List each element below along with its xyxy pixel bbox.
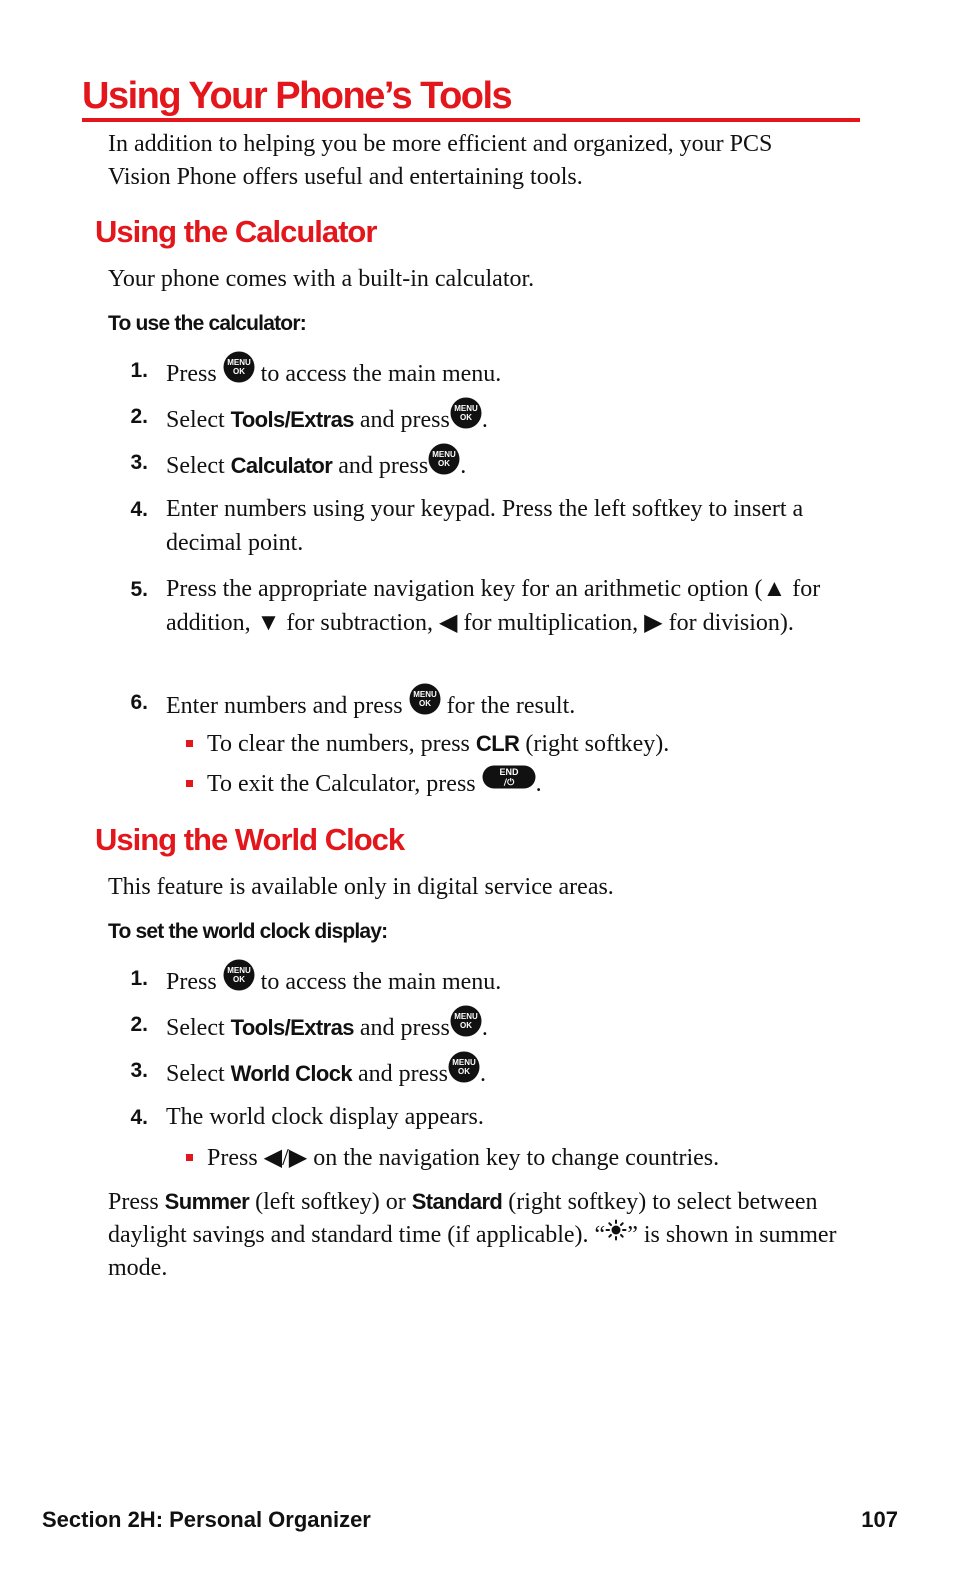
step-text-pre: Press: [166, 360, 217, 387]
step-text: [166, 1054, 836, 1097]
bullet-text-pre: To exit the Calculator, press: [207, 771, 476, 797]
svg-text:OK: OK: [418, 699, 431, 708]
step-text-pre: Select: [166, 1014, 225, 1041]
svg-text:OK: OK: [459, 413, 472, 422]
step-text: [166, 962, 836, 1005]
step-text-pre: Enter numbers and press: [166, 692, 403, 719]
menu-ok-key-icon: [450, 397, 482, 440]
step-text: The world clock display appears.: [166, 1104, 484, 1130]
world-clock-closing: [108, 1186, 838, 1285]
menu-keyword: Tools/Extras: [230, 406, 354, 432]
world-clock-bullet-countries: [186, 1142, 836, 1175]
menu-keyword: Tools/Extras: [230, 1014, 354, 1040]
calculator-intro: Your phone comes with a built-in calculator.: [108, 266, 535, 292]
svg-text:MENU: MENU: [432, 450, 456, 459]
step-text: [166, 686, 836, 729]
step-text-mid: and press: [357, 1060, 448, 1087]
step-text-mid: and press: [359, 1014, 450, 1041]
menu-keyword: Calculator: [230, 452, 333, 478]
world-clock-heading: Using the World Clock: [95, 822, 405, 857]
end-power-key-icon: [482, 765, 536, 799]
step-number: 5.: [130, 578, 148, 601]
svg-text:END: END: [499, 767, 519, 778]
step-text-post: .: [481, 1014, 488, 1041]
closing-text-pre: Press: [108, 1189, 159, 1215]
svg-text:OK: OK: [438, 459, 451, 468]
bullet-text-post: (right softkey).: [525, 731, 670, 757]
step-text-post: to access the main menu.: [260, 968, 502, 995]
step-number: 2.: [130, 1013, 148, 1036]
menu-keyword: World Clock: [230, 1060, 352, 1086]
page-number: 107: [861, 1507, 898, 1532]
step-number: 4.: [130, 498, 148, 521]
step-text-post: for the result.: [446, 692, 576, 719]
title-rule: [82, 118, 860, 122]
step-text: [166, 354, 836, 397]
menu-ok-key-icon: [223, 351, 255, 394]
step-number: 1.: [130, 359, 148, 382]
step-text-pre: Select: [166, 1060, 225, 1087]
calculator-heading: Using the Calculator: [95, 214, 377, 249]
step-text: [166, 446, 836, 489]
closing-text-mid: (right softkey) to select between daylight savings and standard time (if applicable). “: [108, 1189, 818, 1248]
softkey-keyword: Standard: [411, 1189, 503, 1214]
svg-text:MENU: MENU: [226, 358, 251, 367]
step-number: 6.: [130, 691, 148, 714]
svg-text:MENU: MENU: [454, 404, 478, 413]
step-text-post: .: [481, 406, 488, 433]
bullet-marker: [186, 1154, 193, 1161]
step-text: Press the appropriate navigation key for an arithmetic option (▲ for addition, ▼ for subtraction, ◀ for multiplication, ▶ for division).: [166, 576, 821, 636]
bullet-marker: [186, 740, 193, 747]
bullet-text-post: .: [535, 771, 542, 797]
step-text-post: to access the main menu.: [260, 360, 502, 387]
bullet-text-pre: To clear the numbers, press: [207, 731, 470, 757]
step-text-mid: and press: [338, 452, 429, 479]
svg-text:MENU: MENU: [226, 966, 251, 975]
menu-ok-key-icon: [450, 1005, 482, 1048]
page-title: Using Your Phone’s Tools: [82, 75, 512, 117]
svg-text:OK: OK: [232, 367, 245, 376]
menu-ok-key-icon: [223, 959, 255, 1002]
step-number: 3.: [130, 1059, 148, 1082]
step-text: [166, 1008, 836, 1051]
step-text-pre: Select: [166, 406, 225, 433]
closing-text-post: ” is shown in summer mode.: [108, 1221, 837, 1282]
step-text-pre: Select: [166, 452, 225, 479]
step-number: 4.: [130, 1106, 148, 1129]
menu-ok-key-icon: [409, 683, 441, 726]
svg-text:MENU: MENU: [454, 1012, 478, 1021]
closing-text-mid: (left softkey) or: [255, 1189, 406, 1215]
bullet-text: Press ◀/▶ on the navigation key to change countries.: [207, 1145, 720, 1171]
intro-paragraph: In addition to helping you be more efficient and organized, your PCS Vision Phone offers useful and entertaining tools.: [108, 131, 773, 190]
calculator-subheading: To use the calculator:: [108, 312, 306, 335]
calculator-bullet-exit: [186, 768, 836, 802]
svg-text:MENU: MENU: [452, 1058, 476, 1067]
svg-text:/⏻: /⏻: [503, 778, 514, 789]
calculator-bullet-clear: [186, 727, 836, 761]
bullet-marker: [186, 780, 193, 787]
footer-section: Section 2H: Personal Organizer: [42, 1507, 371, 1532]
menu-ok-key-icon: [448, 1051, 480, 1094]
step-text-post: .: [460, 452, 467, 479]
step-number: 2.: [130, 405, 148, 428]
svg-text:OK: OK: [457, 1067, 470, 1076]
step-text-mid: and press: [359, 406, 450, 433]
step-number: 1.: [130, 967, 148, 990]
softkey-keyword: CLR: [475, 731, 520, 756]
menu-ok-key-icon: [428, 443, 460, 486]
step-text: [166, 400, 836, 443]
step-text-pre: Press: [166, 968, 217, 995]
svg-text:OK: OK: [459, 1021, 472, 1030]
softkey-keyword: Summer: [164, 1189, 250, 1214]
step-number: 3.: [130, 451, 148, 474]
svg-text:OK: OK: [232, 975, 245, 984]
sun-icon: [605, 1218, 627, 1251]
svg-text:MENU: MENU: [412, 690, 437, 699]
world-clock-subheading: To set the world clock display:: [108, 920, 388, 943]
step-text: Enter numbers using your keypad. Press the left softkey to insert a decimal point.: [166, 496, 804, 556]
world-clock-intro: This feature is available only in digital service areas.: [108, 874, 614, 900]
step-text-post: .: [479, 1060, 486, 1087]
